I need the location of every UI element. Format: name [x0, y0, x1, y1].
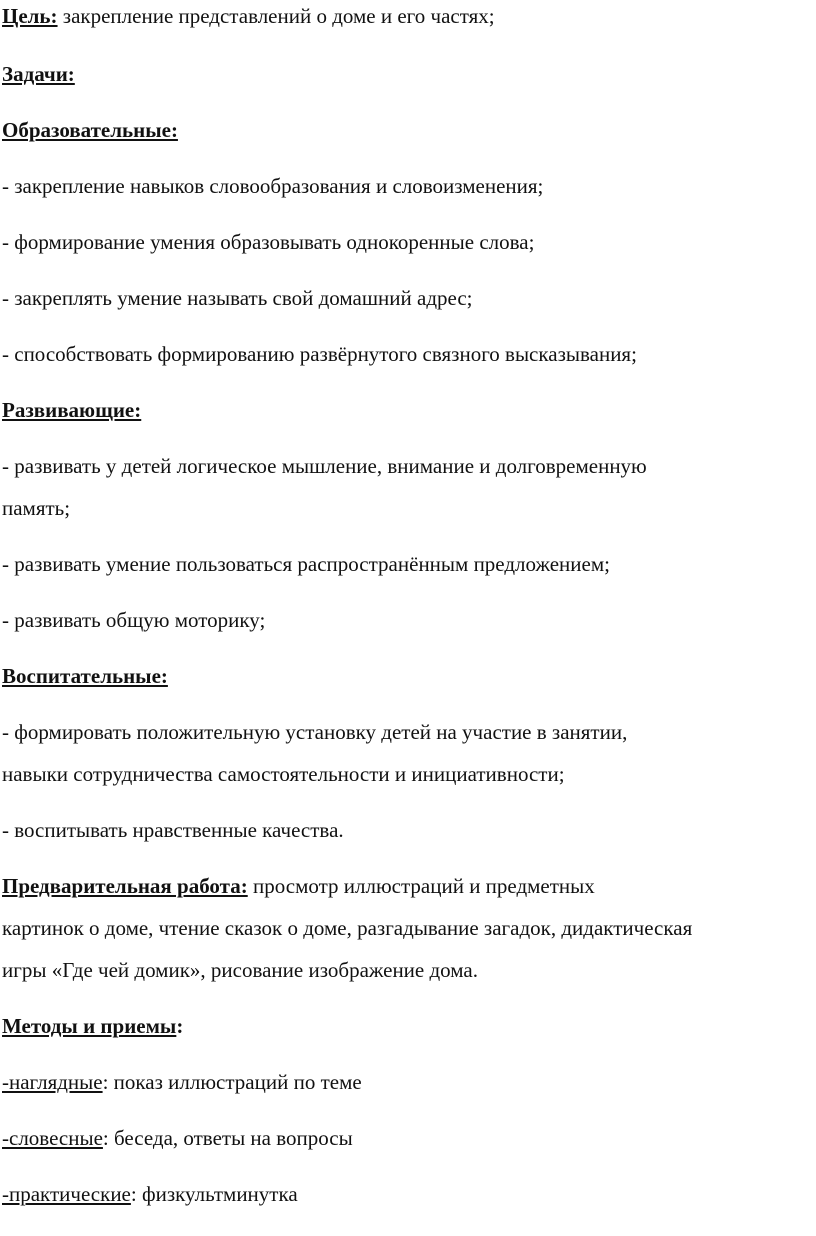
methods-heading-text: Методы и приемы	[2, 1014, 177, 1038]
method-item	[2, 1068, 362, 1096]
method-text: : физкультминутка	[130, 1182, 298, 1206]
educational-item: - закреплять умение называть свой домашний адрес;	[2, 286, 473, 310]
method-text: : показ иллюстраций по теме	[102, 1070, 362, 1094]
upbringing-item: - формировать положительную установку детей на участие в занятии,	[2, 720, 628, 744]
developmental-heading	[2, 396, 141, 424]
educational-heading-text: Образовательные:	[2, 118, 178, 142]
developmental-heading-text: Развивающие:	[2, 398, 142, 422]
developmental-item: - развивать общую моторику;	[2, 608, 266, 632]
preliminary-text-line: картинок о доме, чтение сказок о доме, разгадывание загадок, дидактическая	[2, 916, 693, 940]
educational-item: - закрепление навыков словообразования и словоизменения;	[2, 174, 544, 198]
upbringing-item: - воспитывать нравственные качества.	[2, 818, 344, 842]
preliminary-text: просмотр иллюстраций и предметных	[247, 874, 595, 898]
developmental-item: - развивать умение пользоваться распространённым предложением;	[2, 552, 610, 576]
method-item	[2, 1124, 353, 1152]
goal-line	[2, 2, 495, 30]
method-item	[2, 1180, 298, 1208]
developmental-item: память;	[2, 496, 71, 520]
preliminary-text-line: игры «Где чей домик», рисование изображение дома.	[2, 958, 478, 982]
educational-item: - способствовать формированию развёрнутого связного высказывания;	[2, 342, 637, 366]
method-term: -практические	[2, 1182, 131, 1206]
upbringing-item: навыки сотрудничества самостоятельности и инициативности;	[2, 762, 565, 786]
method-term: -словесные	[2, 1126, 103, 1150]
tasks-heading-text: Задачи:	[2, 62, 75, 86]
goal-label: Цель:	[2, 4, 58, 28]
tasks-heading	[2, 60, 75, 88]
educational-item: - формирование умения образовывать однокоренные слова;	[2, 230, 535, 254]
goal-text: закрепление представлений о доме и его частях;	[57, 4, 495, 28]
upbringing-heading-text: Воспитательные:	[2, 664, 168, 688]
preliminary-line	[2, 872, 595, 900]
upbringing-heading	[2, 662, 168, 690]
method-term: -наглядные	[2, 1070, 103, 1094]
methods-heading-colon: :	[176, 1014, 184, 1038]
preliminary-label: Предварительная работа:	[2, 874, 248, 898]
method-text: : беседа, ответы на вопросы	[102, 1126, 353, 1150]
educational-heading	[2, 116, 178, 144]
developmental-item: - развивать у детей логическое мышление, внимание и долговременную	[2, 454, 647, 478]
methods-heading	[2, 1012, 183, 1040]
